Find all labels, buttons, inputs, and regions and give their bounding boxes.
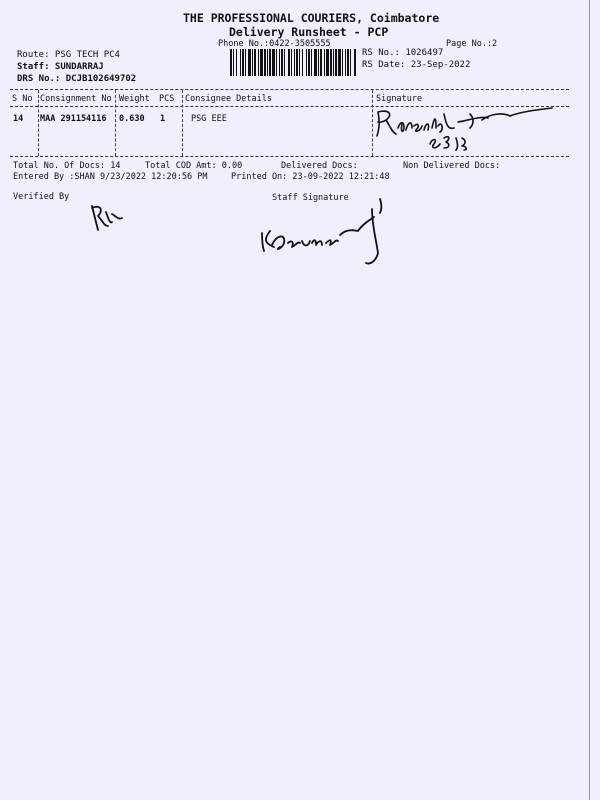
barcode-bar: [335, 49, 337, 76]
rs-number: RS No.: 1026497: [362, 48, 444, 58]
table-bottom-rule: [10, 156, 569, 157]
barcode-bar: [267, 49, 268, 76]
barcode-bar: [284, 49, 285, 76]
barcode-bar: [354, 49, 356, 76]
entered-by: Entered By :SHAN 9/23/2022 12:20:56 PM: [13, 172, 208, 182]
page-number: Page No.:2: [446, 39, 498, 49]
col-header-consignee: Consignee Details: [185, 94, 272, 104]
barcode-bar: [240, 49, 241, 76]
barcode-bar: [320, 49, 322, 76]
table-top-rule: [10, 89, 569, 90]
total-cod-amount: Total COD Amt: 0.00: [145, 161, 243, 171]
page-edge-line: [589, 0, 590, 800]
barcode-bar: [260, 49, 263, 76]
barcode-bar: [264, 49, 266, 76]
barcode-bar: [242, 49, 244, 76]
row-consignment: MAA 291154116: [40, 114, 107, 124]
barcode-bar: [230, 49, 232, 76]
barcode-bar: [345, 49, 346, 76]
barcode-bar: [248, 49, 251, 76]
company-name: THE PROFESSIONAL COURIERS, Coimbatore: [183, 11, 440, 25]
barcode: [230, 49, 356, 76]
barcode-bar: [306, 49, 307, 76]
row-weight: 0.630: [119, 114, 145, 124]
rs-date: RS Date: 23-Sep-2022: [362, 60, 471, 70]
phone-number: Phone No.:0422-3505555: [218, 39, 331, 49]
column-divider: [115, 90, 116, 156]
barcode-bar: [314, 49, 317, 76]
col-header-signature: Signature: [376, 94, 423, 104]
staff-signature-label: Staff Signature: [272, 193, 349, 203]
column-divider: [182, 90, 183, 156]
barcode-bar: [308, 49, 310, 76]
verifier-signature: [86, 200, 136, 234]
barcode-bar: [272, 49, 275, 76]
barcode-bar: [294, 49, 295, 76]
barcode-bar: [233, 49, 234, 76]
barcode-bar: [281, 49, 283, 76]
barcode-bar: [330, 49, 332, 76]
route-label: Route: PSG TECH PC4: [17, 50, 120, 60]
delivered-docs: Delivered Docs:: [281, 161, 358, 171]
staff-signature: [250, 195, 400, 270]
barcode-bar: [252, 49, 253, 76]
col-header-s-no: S No: [12, 94, 33, 104]
row-pcs: 1: [160, 114, 166, 124]
barcode-bar: [350, 49, 351, 76]
barcode-bar: [236, 49, 237, 76]
barcode-bar: [342, 49, 343, 76]
barcode-bar: [276, 49, 277, 76]
barcode-bar: [258, 49, 259, 76]
staff-label: Staff: SUNDARRAJ: [17, 62, 104, 72]
barcode-bar: [269, 49, 271, 76]
barcode-bar: [254, 49, 256, 76]
column-divider: [38, 90, 39, 156]
barcode-bar: [302, 49, 303, 76]
col-header-weight: Weight: [119, 94, 150, 104]
col-header-consignment: Consignment No: [40, 94, 112, 104]
barcode-bar: [299, 49, 300, 76]
barcode-bar: [347, 49, 349, 76]
printed-on: Printed On: 23-09-2022 12:21:48: [231, 172, 390, 182]
barcode-bar: [338, 49, 341, 76]
barcode-bar: [318, 49, 319, 76]
col-header-pcs: PCS: [159, 94, 175, 104]
row-consignee: PSG EEE: [191, 114, 227, 124]
barcode-bar: [324, 49, 325, 76]
verified-by-label: Verified By: [13, 192, 70, 202]
barcode-bar: [288, 49, 290, 76]
recipient-signature: [370, 100, 560, 156]
barcode-bar: [279, 49, 280, 76]
total-docs: Total No. Of Docs: 14: [13, 161, 121, 171]
barcode-bar: [296, 49, 298, 76]
document-title: Delivery Runsheet - PCP: [229, 25, 389, 39]
barcode-bar: [333, 49, 334, 76]
barcode-bar: [245, 49, 246, 76]
drs-number: DRS No.: DCJB102649702: [17, 74, 137, 84]
barcode-bar: [326, 49, 329, 76]
row-s-no: 14: [13, 114, 24, 124]
non-delivered-docs: Non Delivered Docs:: [403, 161, 501, 171]
barcode-bar: [291, 49, 292, 76]
barcode-bar: [311, 49, 312, 76]
